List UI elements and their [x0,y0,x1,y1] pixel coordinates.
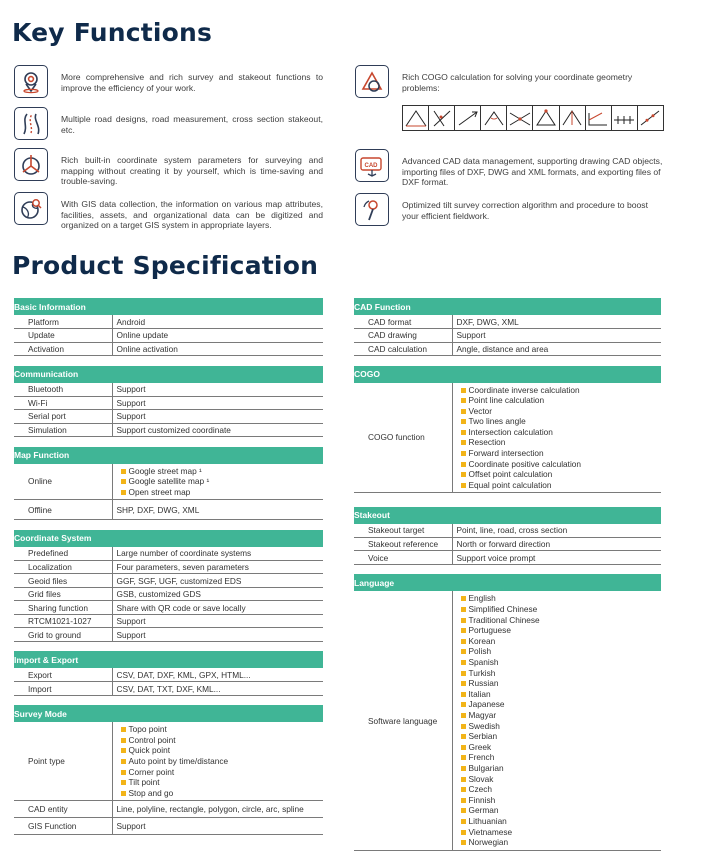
cogo-diagram-strip [402,105,663,131]
spec-value: GSB, customized GDS [112,587,323,601]
spec-value: Support voice prompt [452,551,661,565]
key-function-text: Multiple road designs, road measurement, cross section stakeout, etc. [61,114,323,135]
key-function-text: Optimized tilt survey correction algorithm and procedure to boost your efficient fieldwork. [402,200,648,221]
spec-key: Voice [354,551,452,565]
spec-value: Support [112,628,323,642]
list-item: Serbian [461,731,662,742]
list-item: Auto point by time/distance [121,756,324,767]
spec-value: Support [452,329,661,343]
list-item: Google street map ¹ [121,466,324,477]
list-item: Forward intersection [461,448,662,459]
spec-key: RTCM1021-1027 [14,614,112,628]
list-item: Greek [461,742,662,753]
spec-value: CSV, DAT, DXF, KML, GPX, HTML... [112,668,323,682]
list-item: Vietnamese [461,827,662,838]
list-item: Czech [461,784,662,795]
key-function-coordinate [14,148,323,187]
cogo-function-list [457,383,662,493]
list-item: Offset point calculation [461,469,662,480]
tilt-survey-icon [355,193,389,226]
spec-value: North or forward direction [452,537,661,551]
list-item: Coordinate positive calculation [461,459,662,470]
list-item: Coordinate inverse calculation [461,385,662,396]
cad-icon [355,149,389,182]
list-item: Google satellite map ¹ [121,476,324,487]
section-header: Survey Mode [14,705,323,722]
key-function-text: Rich built-in coordinate system parameters for surveying and mapping without creating it by yourself, which is time-saving and trouble-saving. [61,155,323,187]
list-item: German [461,805,662,816]
list-item: Equal point calculation [461,480,662,491]
list-item: Two lines angle [461,416,662,427]
spec-key: Update [14,329,112,343]
gis-globe-icon [14,192,48,225]
list-item: Simplified Chinese [461,604,662,615]
cogo-diagram-icon [454,105,481,131]
spec-key: Offline [14,500,112,520]
list-item: Japanese [461,699,662,710]
list-item: Slovak [461,774,662,785]
list-item: Topo point [121,724,324,735]
spec-key: Sharing function [14,601,112,615]
list-item: Magyar [461,710,662,721]
list-item: Stop and go [121,788,324,799]
cogo-diagram-icon [506,105,533,131]
language-list [457,591,662,849]
spec-key: GIS Function [14,818,112,835]
spec-key: Platform [14,315,112,329]
spec-value: Support [112,614,323,628]
key-function-tilt [355,193,664,226]
key-function-cad [355,149,664,188]
spec-value: Large number of coordinate systems [112,547,323,561]
spec-key: Activation [14,342,112,356]
list-item: Resection [461,437,662,448]
list-item: Corner point [121,767,324,778]
section-header: Basic Information [14,298,323,315]
spec-value: Four parameters, seven parameters [112,560,323,574]
spec-key: Bluetooth [14,383,112,397]
list-item: Norwegian [461,837,662,848]
cogo-diagram-icon [637,105,664,131]
key-function-gis [14,192,323,231]
section-header: Language [354,574,661,591]
spec-value: Android [112,315,323,329]
spec-key: CAD format [354,315,452,329]
spec-key: Software language [354,591,452,850]
point-type-list [117,722,324,800]
spec-value: DXF, DWG, XML [452,315,661,329]
key-function-cogo [355,65,664,98]
spec-key: Stakeout reference [354,537,452,551]
list-item: Spanish [461,657,662,668]
spec-table-right [354,298,661,851]
list-item: Russian [461,678,662,689]
cogo-diagram-icon [611,105,638,131]
spec-table-left [14,298,323,835]
spec-key: Predefined [14,547,112,561]
spec-key: Wi-Fi [14,396,112,410]
cogo-diagram-icon [402,105,429,131]
key-functions-title: Key Functions [12,18,213,47]
key-function-text: Advanced CAD data management, supporting drawing CAD objects, importing files of DXF, DWG and XML formats, and exporting files of DXF format. [402,156,663,188]
spec-key: Geoid files [14,574,112,588]
spec-value: CSV, DAT, TXT, DXF, KML... [112,682,323,696]
list-item: Vector [461,406,662,417]
cogo-diagram-icon [480,105,507,131]
spec-value: Support [112,818,323,835]
spec-key: Localization [14,560,112,574]
spec-value: Support [112,410,323,424]
key-function-survey [14,65,323,98]
product-specification-title: Product Specification [12,251,319,280]
spec-key: CAD entity [14,801,112,818]
road-icon [14,107,48,140]
cogo-diagram-icon [559,105,586,131]
list-item: Open street map [121,487,324,498]
section-header: COGO [354,366,661,383]
spec-value: Line, polyline, rectangle, polygon, circle, arc, spline [112,801,323,818]
list-item: Swedish [461,721,662,732]
key-function-text: More comprehensive and rich survey and stakeout functions to improve the efficiency of your work. [61,72,323,93]
cogo-diagram-icon [532,105,559,131]
spec-value: Point, line, road, cross section [452,524,661,538]
section-header: Stakeout [354,507,661,524]
key-function-text: With GIS data collection, the information on various map attributes, facilities, assets, and organizational data can be digitized and organized on a target GIS system in appropriate layers. [61,199,323,231]
spec-value: SHP, DXF, DWG, XML [112,500,323,520]
spec-key: Grid files [14,587,112,601]
spec-value: Support [112,396,323,410]
spec-value: Angle, distance and area [452,342,661,356]
cogo-diagram-icon [585,105,612,131]
list-item: Tilt point [121,777,324,788]
list-item: Intersection calculation [461,427,662,438]
list-item: Finnish [461,795,662,806]
cogo-diagram-icon [428,105,455,131]
list-item: Portuguese [461,625,662,636]
spec-value: Support [112,383,323,397]
list-item: Bulgarian [461,763,662,774]
section-header: CAD Function [354,298,661,315]
section-header: Map Function [14,447,323,464]
location-pin-icon [14,65,48,98]
spec-value: Online activation [112,342,323,356]
section-header: Import & Export [14,651,323,668]
section-header: Communication [14,366,323,383]
online-map-list [117,464,324,500]
list-item: Quick point [121,745,324,756]
cogo-triangle-icon [355,65,389,98]
key-function-text: Rich COGO calculation for solving your coordinate geometry problems: [402,72,633,93]
key-function-road [14,107,323,140]
spec-key: Serial port [14,410,112,424]
section-header: Coordinate System [14,530,323,547]
spec-key: Simulation [14,423,112,437]
spec-value: Share with QR code or save locally [112,601,323,615]
spec-key: Point type [14,722,112,801]
list-item: Point line calculation [461,395,662,406]
list-item: Control point [121,735,324,746]
spec-key: CAD drawing [354,329,452,343]
spec-key: Grid to ground [14,628,112,642]
list-item: Korean [461,636,662,647]
spec-value: Online update [112,329,323,343]
list-item: Traditional Chinese [461,615,662,626]
spec-key: Stakeout target [354,524,452,538]
coordinate-system-icon [14,148,48,181]
svg-text:CAD: CAD [364,162,378,169]
list-item: Lithuanian [461,816,662,827]
spec-value: Support customized coordinate [112,423,323,437]
list-item: Italian [461,689,662,700]
spec-key: Online [14,464,112,500]
spec-value: GGF, SGF, UGF, customized EDS [112,574,323,588]
list-item: Polish [461,646,662,657]
list-item: English [461,593,662,604]
spec-key: COGO function [354,383,452,493]
list-item: Turkish [461,668,662,679]
list-item: French [461,752,662,763]
spec-key: Export [14,668,112,682]
spec-key: Import [14,682,112,696]
spec-key: CAD calculation [354,342,452,356]
